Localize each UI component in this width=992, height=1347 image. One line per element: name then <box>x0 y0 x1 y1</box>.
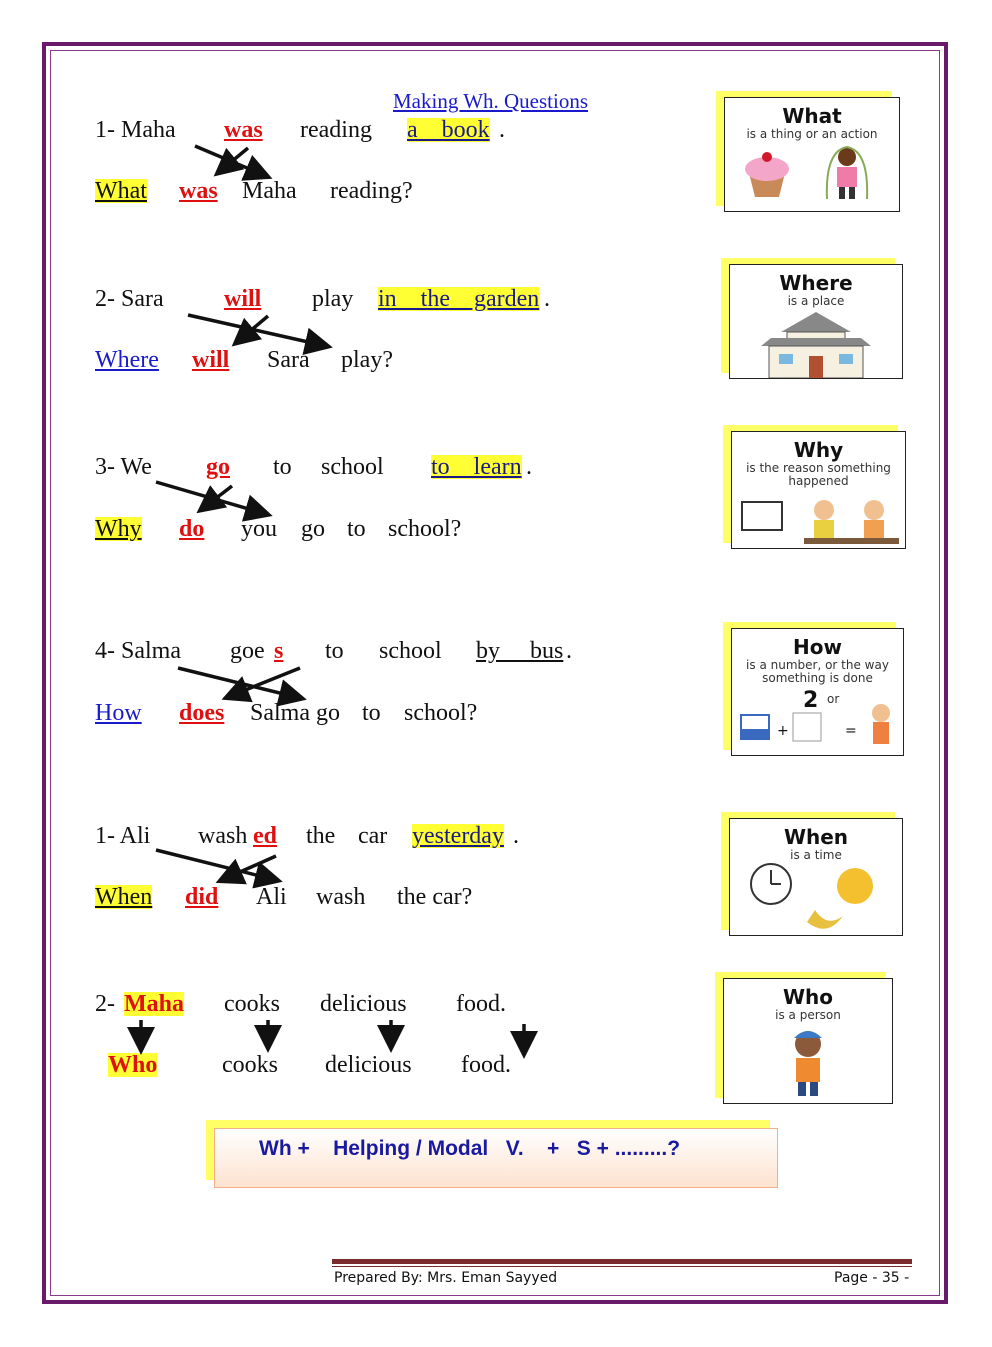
card-what <box>724 97 900 212</box>
s6-q-wh: Who <box>108 1052 158 1078</box>
s5-q-object: the car? <box>397 884 473 910</box>
card-word: What <box>782 104 842 128</box>
footer-author: Prepared By: Mrs. Eman Sayyed <box>334 1270 558 1286</box>
card-desc: is a place <box>787 294 845 308</box>
s1-q-subject: Maha <box>242 178 297 204</box>
s6-subject: Maha <box>124 991 184 1017</box>
card-word: Who <box>782 985 834 1009</box>
s5-q-subject: Ali <box>256 884 287 910</box>
s4-verb-suffix: s <box>274 638 284 664</box>
s3-q-helper: do <box>179 516 205 542</box>
s5-period: . <box>513 823 519 849</box>
arrow <box>237 316 268 342</box>
card-where <box>729 264 903 379</box>
card-desc: is the reason something happened <box>746 461 891 489</box>
s3-q-to: to <box>347 516 366 542</box>
s4-word-to: to <box>325 638 344 664</box>
s3-subject: 3- We <box>95 454 152 480</box>
s5-word-car: car <box>358 823 388 849</box>
s1-q-helper: was <box>179 178 218 204</box>
footer-rule <box>332 1259 912 1264</box>
s3-q-school: school? <box>388 516 462 542</box>
s2-period: . <box>544 286 550 312</box>
s4-q-school: school? <box>404 700 478 726</box>
s4-q-to: to <box>362 700 381 726</box>
s1-subject: 1- Maha <box>95 117 176 143</box>
s3-period: . <box>526 454 532 480</box>
s6-q-adjective: delicious <box>325 1052 412 1078</box>
card-why <box>731 431 906 549</box>
s3-word-to: to <box>273 454 292 480</box>
s3-q-subject: you <box>241 516 277 542</box>
s5-time: yesterday <box>412 823 504 849</box>
formula-box: Wh + Helping / Modal V. + S + .........? <box>214 1128 778 1188</box>
s2-q-verb: play? <box>341 347 393 373</box>
s2-q-helper: will <box>192 347 230 373</box>
s5-word-the: the <box>306 823 336 849</box>
milk-boy-icon <box>733 685 903 755</box>
boy-icon <box>724 1022 892 1102</box>
s3-helper: go <box>206 454 230 480</box>
s3-q-verb: go <box>301 516 325 542</box>
s3-reason: to learn <box>431 454 522 480</box>
s4-means: by bus <box>476 638 564 664</box>
footer-page-number: Page - 35 - <box>834 1270 910 1286</box>
s5-subject: 1- Ali <box>95 823 151 849</box>
svg-text:or: or <box>826 692 839 707</box>
s4-q-subject: Salma go <box>250 700 340 726</box>
card-when <box>729 818 903 936</box>
s3-word-school: school <box>321 454 384 480</box>
card-desc: is a number, or the way something is done <box>746 658 889 686</box>
s4-period: . <box>566 638 572 664</box>
card-desc: is a time <box>790 848 842 862</box>
s1-q-verb: reading? <box>330 178 413 204</box>
s5-q-helper: did <box>185 884 219 910</box>
footer-rule-thin <box>332 1266 912 1267</box>
s2-object: in the garden <box>378 286 540 312</box>
s5-q-wh: When <box>95 884 153 910</box>
s6-q-object: food. <box>461 1052 511 1078</box>
s4-verb: goe <box>230 638 265 664</box>
s4-subject: 4- Salma <box>95 638 181 664</box>
s5-q-verb: wash <box>316 884 366 910</box>
card-desc: is a person <box>775 1008 841 1022</box>
s3-q-wh: Why <box>95 516 142 542</box>
arrow <box>188 315 326 346</box>
card-word: Why <box>793 438 844 462</box>
card-word: Where <box>779 271 853 295</box>
s1-object: a book <box>407 117 490 143</box>
s4-word-school: school <box>379 638 442 664</box>
s2-q-wh: Where <box>95 347 159 373</box>
s5-verb: wash <box>198 823 248 849</box>
card-word: How <box>793 635 842 659</box>
schoolhouse-icon <box>731 308 901 379</box>
s6-adjective: delicious <box>320 991 407 1017</box>
s4-q-helper: does <box>179 700 225 726</box>
card-how <box>731 628 904 756</box>
page-title: Making Wh. Questions <box>393 89 589 113</box>
s1-period: . <box>499 117 505 143</box>
s2-subject: 2- Sara <box>95 286 164 312</box>
s2-q-subject: Sara <box>267 347 310 373</box>
s6-number: 2- <box>95 991 115 1017</box>
s6-object: food. <box>456 991 506 1017</box>
s1-verb: reading <box>300 117 372 143</box>
card-word: When <box>783 825 849 849</box>
s4-q-wh: How <box>95 700 142 726</box>
kids-icon <box>734 488 904 549</box>
clock-sun-moon-icon <box>731 862 901 936</box>
s1-helper: was <box>224 117 263 143</box>
svg-text:+: + <box>776 723 789 740</box>
card-desc: is a thing or an action <box>746 127 878 141</box>
cupcake-girl-icon <box>727 141 897 201</box>
s2-verb: play <box>312 286 354 312</box>
card-who <box>723 978 893 1104</box>
s6-verb: cooks <box>224 991 280 1017</box>
svg-text:2: 2 <box>802 688 818 714</box>
s5-verb-suffix: ed <box>253 823 277 849</box>
s6-q-verb: cooks <box>222 1052 278 1078</box>
s1-q-wh: What <box>95 178 147 204</box>
s2-helper: will <box>224 286 262 312</box>
svg-text:=: = <box>844 723 857 740</box>
arrow <box>156 482 266 514</box>
